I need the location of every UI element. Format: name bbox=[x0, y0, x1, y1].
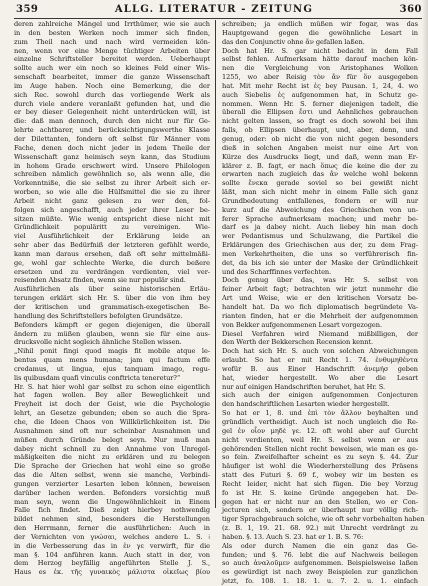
text-line: sollte ἕνεκα gerade soviel so bei gewißt nicht bbox=[222, 179, 418, 188]
text-line: das den Conjunctiv ohne ἄν gefallen laßen. bbox=[222, 37, 365, 46]
text-line: läßt, man sich nicht mehr in einem Falle sich ganz bbox=[222, 188, 418, 197]
text-line: worben, so wie alle die Hülfsmittel die sie zu ihrer bbox=[14, 188, 210, 197]
text-line: und des Scharffinnes verfechten. bbox=[222, 267, 332, 276]
text-line: haben. §. 13. Auch S. 23. hat er 1. B. S. 76: bbox=[222, 532, 364, 541]
text-line: reisenden Absatz finden, wenn sie nur populär sind. bbox=[14, 276, 186, 285]
text-line: Vorkenntniße, die sie selbst zu ihrer Arbeit sich er- bbox=[14, 179, 210, 188]
text-line: sich Rec. sowohl durch das vorliegende Werk als bbox=[14, 90, 210, 99]
text-line: Befonders kämpft er gegen diejenigen, die überall bbox=[14, 320, 210, 329]
text-line: handlung des Schriftstellers befolgten Grundsätze. bbox=[14, 311, 183, 320]
text-line: müßen durch Gründe belegt seyn. Nur muß man bbox=[14, 435, 210, 444]
text-line: Kürze des Ausdrucks liegt, und daß, wenn man Er- bbox=[222, 152, 418, 161]
text-line: senschaft bearbeitet, immer die ganze Wissenschaft bbox=[14, 73, 210, 82]
text-line: mäßigkeiten die nicht zu erklären und zu belegen bbox=[14, 453, 210, 462]
text-line: ge, wohl gar schlechte Werke, die durch beßere bbox=[14, 258, 210, 267]
text-line: gegen hat er nicht nur an den Stellen, wo er Con- bbox=[222, 497, 418, 506]
text-line: sich auch der einigen aufgenommen Conjecturen bbox=[222, 391, 418, 400]
text-line: nicht gelten lassen, so fragt es doch sowohl bei ihm bbox=[222, 117, 418, 126]
text-line: falls, ob Ellipsen überhaupt, und, aber, denn, und bbox=[222, 126, 418, 135]
text-line: der Dilettanten, fondern oft selbst für Männer vom bbox=[14, 134, 210, 143]
text-line: lis quibusdam quafi vinculis conftricta teneretur?“ bbox=[14, 373, 181, 382]
text-line: feiner Arbeit fagt; betrachten wir jetzt nunmehr die bbox=[222, 285, 418, 294]
text-line: hat fagen wollen. Bey aller Beweglichkeit und bbox=[14, 391, 210, 400]
text-line: jecturen sich, sondern er überhaupt nur völlig rich- bbox=[222, 506, 418, 515]
text-line: che, die Ideen Chaos von Willkürlichkeiten ist. Die bbox=[14, 417, 210, 426]
text-line: det, da bis ich sie unter der Maske der Gründlichkeit bbox=[222, 258, 418, 267]
text-line: Recht leider, nicht hat sich fügen. Die bey Vorzug bbox=[222, 479, 418, 488]
text-line: lehrt, an Gesetze gebunden; eben so auch die Spra- bbox=[14, 409, 210, 418]
text-line: überall die Ellipsen ἔστι und Aehnliches gebrauchen bbox=[222, 108, 418, 117]
text-line: zum Theil nach und nach wird vermeiden kön- bbox=[14, 37, 210, 46]
text-line: Art und Weise, wie er den kritischen Vorsatz be- bbox=[222, 294, 418, 303]
text-line: selbst fehlen. Aufmerksam hätte darauf machen kön- bbox=[222, 55, 418, 64]
text-line: erlaubt. So hat er mit Recht 1. 74. ἐνθυμηθέντα bbox=[222, 356, 418, 365]
text-line: Die Sprache der Griechen hat wohl eine so große bbox=[14, 462, 210, 471]
text-line: den handschriftlichen Lesarten wieder hergestellt. bbox=[222, 400, 390, 409]
text-line: gründlich vertheidigt. Auch ist noch ungleich die Re- bbox=[222, 417, 418, 426]
text-line: hat. Mit mehr Recht ist ἐς bey Pausan. 1, 24, 4. wo bbox=[222, 81, 418, 90]
left-column bbox=[14, 20, 210, 577]
text-line: einzelne Schriftsteller bereitet werden. Ueberhaupt bbox=[14, 55, 210, 64]
text-line: viel Ausführlichkeit der Erklärung leide an bbox=[14, 232, 210, 241]
text-line: gehörenden Stellen nicht recht beweisen, wie man es ge- bbox=[222, 444, 418, 453]
text-line: gungen verzierter Lesarten leben können, beweisen bbox=[14, 479, 210, 488]
text-line: Hr. S. hat hier wohl gar selbst zu schon eine eigentlich bbox=[14, 382, 210, 391]
text-line: ändern zu müßen glauben, wenn sie für eine aus- bbox=[14, 329, 210, 338]
text-line: darüber lachen werden. Befonders vorsichtig muß bbox=[14, 488, 210, 497]
text-line: durch viele andere veranlaßt gefunden hat, und die bbox=[14, 99, 210, 108]
text-line: in hohem Grade erschwert wird. Unsere Philologen bbox=[14, 161, 210, 170]
text-line: credamus, ut lingua, ejus tanquam imago, regu- bbox=[14, 364, 210, 373]
text-line: Haus es ἐκ. τῆς γυναικὸς μάλιστα οἰκεῖως βίου bbox=[14, 568, 210, 577]
page-number-left: 359 bbox=[16, 4, 39, 15]
text-line: nicht verdienten, weil Hr. S. selbst wenn er aus bbox=[222, 435, 418, 444]
text-line: So hat er 1, 8. und ἐπὶ τὸν ἄλλον beyhalten und bbox=[222, 409, 418, 418]
text-line: fo ist Hr. S. keine Gründe angegeben hat. De- bbox=[222, 488, 418, 497]
text-line: lehrte achtbarer, und berücksichtigungswerthe Klasse bbox=[14, 126, 210, 135]
text-line: so auch ἀναλοῦμεν aufgenommen. Beispielsweise laßen bbox=[222, 559, 418, 568]
text-line: man §. 104 anführen kann. Auch statt in der, von bbox=[14, 550, 210, 559]
text-line: den Werth der Bekkerschen Recension kennt. bbox=[222, 338, 374, 347]
text-line: so fein. Zweifelhafter scheint es zu seyn §. 44. Zur bbox=[222, 453, 418, 462]
text-line: Diesel Verfahren wird Niemand mißbilligen, der bbox=[222, 329, 418, 338]
text-line: den Herrmann, ferner die ausführlichen: Auch in bbox=[14, 524, 210, 533]
text-line: Ausführlichen als über seine historischen Erläu- bbox=[14, 285, 210, 294]
text-line: ferer Sprache aufmerksam machen; und mehr be- bbox=[222, 214, 418, 223]
text-line: Gründlichkeit populäritt zu vereinigen. Wie- bbox=[14, 223, 210, 232]
header-rule bbox=[14, 18, 422, 19]
page-fold-shadow bbox=[422, 0, 428, 515]
text-line: von Bekker aufgenommenen Lesart vorgezogen. bbox=[222, 320, 383, 329]
text-line: der Vernichten von γνώσαι, welches andere L. S. ⁞ bbox=[14, 532, 210, 541]
text-line: man seyn, wenn die Ungewöhnlichkeit in Einem bbox=[14, 497, 210, 506]
text-line: dem Herzog beyfällig angeführten Stelle J. S., bbox=[14, 559, 210, 568]
text-line: jetzt, fo. 108. 1. 18. 1. u. 7. 2. u. 1. einfach bbox=[222, 577, 418, 586]
text-line: klärer z. B. fagt, er nach ὅπως die keine die der zu bbox=[222, 161, 418, 170]
text-line: dabey nicht schnell zu den Annahme von Unregel- bbox=[14, 444, 210, 453]
text-line: es gewürdigt ist nach zwey Beispielen zur ganzlichen bbox=[222, 568, 418, 577]
text-line: kann man daraus ersehen, daß oft sehr mittelmäßi- bbox=[14, 249, 210, 258]
text-line: nen, wenn vor eine Menge tüchtiger Arbeiten über bbox=[14, 46, 210, 55]
text-line: statt des Futuri §. 69 f., wobey wir im besten es bbox=[222, 471, 418, 480]
text-line: terungen erklärt sich Hr. S. über die von ihm bey bbox=[14, 294, 210, 303]
text-line: Doch hat Hr. S. gar nicht bedacht in dem Fall bbox=[222, 46, 418, 55]
text-line: drucksvolle nicht sogleich ähnliche Stellen wissen. bbox=[14, 338, 182, 347]
text-line: wofür B. aus Einer Handschrift ἀνεμήσ geben bbox=[222, 364, 418, 373]
text-line: sitzen müßte. Wie wenig entspricht diese nicht mit bbox=[14, 214, 210, 223]
text-line: Freyheit ist doch der Geist, wie die Psychologie bbox=[14, 400, 210, 409]
text-line: men Verkehrtheiten, die uns so verführerisch fin- bbox=[222, 249, 418, 258]
text-line: „Nihil ponit fingi quod magis fit mobile atque le- bbox=[14, 347, 210, 356]
text-line: in den besten Werken noch immer sich finden, bbox=[14, 28, 210, 37]
text-line: in die Verbesserung das in ἐν γε verwirft, für die bbox=[14, 541, 210, 550]
text-line: Grundbedeutung entfallenes, fondern er will nur bbox=[222, 196, 418, 205]
text-line: Erklärungen des Griechischen aus der, zu dem Frag- bbox=[222, 241, 418, 250]
text-line: wer Pedantismus und Schulzwang, die Partikel die bbox=[222, 232, 418, 241]
text-line: sollte auch wer ein noch so kleines Feld einer Wis- bbox=[14, 64, 210, 73]
text-line: folgen sich angeschafft, auch jeder ihrer Leser be- bbox=[14, 205, 210, 214]
text-line: ersetzen und zu verdrängen verdienten, viel ver- bbox=[14, 267, 210, 276]
page-number-right: 360 bbox=[399, 4, 422, 15]
journal-title: ALLG. LITERATUR - ZEITUNG bbox=[114, 4, 314, 15]
text-line: häufiger ist wohl die Wiederherstellung des Präsens bbox=[222, 462, 418, 471]
text-line: schreiben nämlich gewöhnlich so, als wenn alle, die bbox=[14, 170, 210, 179]
text-line: erwarten nach zugleich das ἄν welche wohl bekenn bbox=[222, 170, 418, 179]
text-line: das die Alten selbst, wenn sie manche, Verbindi- bbox=[14, 471, 210, 480]
right-column bbox=[222, 20, 425, 586]
text-line: handelt hat. Da wo fich diplomatisch begründete Va- bbox=[222, 303, 418, 311]
text-line: Fache, denen doch nicht jeder in jedem Theile der bbox=[14, 143, 210, 152]
text-line: Falle fich findet. Dieß zeigt hierbey nothwendig bbox=[14, 506, 210, 515]
text-line: tiger Sprachgebrauch solche, wie oft sehr vorbehalten haben bbox=[222, 515, 425, 524]
text-line: 1255, wo aber Reisig τὸν ἄν für ὅν ausgegeben bbox=[222, 73, 418, 82]
text-line: darf es ja dabey nicht. Auch liebey hin man doch bbox=[222, 223, 418, 232]
text-line: gel ἐν οἷον μηδὲ γε. 12. oft wohl aber auf Gurcht bbox=[222, 426, 418, 435]
text-line: bildet nehmen sind, besonders die Herstellungen bbox=[14, 515, 210, 524]
text-line: hat, wieder hergestellt. Wo aber die Lesart bbox=[222, 373, 418, 382]
text-line: der kritischen und grammatisch-exegetischen Be- bbox=[14, 303, 210, 311]
text-line: nen die Vergleichung von Aristophanes Wolken bbox=[222, 64, 418, 73]
text-line: nur auf einigen Handschriften beruhet, hat Hr. S. bbox=[222, 382, 386, 391]
column-divider bbox=[215, 20, 216, 508]
text-line: nommen. Wenn Hr. S. ferner diejenigen tadelt, die bbox=[222, 99, 418, 108]
text-line: Wissenschaft ganz heimisch seyn kann, das Studium bbox=[14, 152, 210, 161]
text-line: (z. B. 1, 19. 21. 68. 92.) mit Unrecht verdrängt zu bbox=[222, 524, 418, 533]
text-line: kurz auf die Abweichung des Griechischen von un- bbox=[222, 205, 418, 214]
text-line: dieß in solchen Angaben meist nur eine Art von bbox=[222, 143, 418, 152]
text-line: genug, oder: ob nicht die von nicht gegen besonders bbox=[222, 134, 418, 143]
text-line: sehr aber das Bedürfniß der letzteren gefühlt werde, bbox=[14, 241, 210, 250]
text-line: rianten finden, hat er die Mehrheit der aufgenommen bbox=[222, 311, 418, 320]
text-line: deren zahlreiche Mängel und Irrthümer, wie sie auch bbox=[14, 20, 210, 28]
text-line: schreiben; ja endlich müßen wir fogar, was das bbox=[222, 20, 418, 28]
text-line: Ausnahmen sind oft nur scheinbar Ausnahmen und bbox=[14, 426, 210, 435]
text-line: Als oder durch Namen die ein ganz das Ge- bbox=[222, 541, 418, 550]
text-line: er bey dieser Gelegenheit nicht unterdrücken will, ist bbox=[14, 108, 210, 117]
text-line: bentus quam mens humana; jam qui factum effe bbox=[14, 356, 210, 365]
text-line: Hauptgewand gegen die gewöhnliche Lesart in bbox=[222, 28, 418, 37]
text-line: Arbeit nicht ganz gelesen zu wer den, fol- bbox=[14, 196, 210, 205]
text-line: Doch hat sich Hr. S. auch von solchen Abweichungen bbox=[222, 347, 418, 356]
text-line: im Auge haben. Noch eine Bemerkung, die der bbox=[14, 81, 210, 90]
text-line: die: daß man dennoch, durch den nicht nur für Ge- bbox=[14, 117, 210, 126]
text-line: auch Siebelis ἐς aufgenommen hat, in Schutz ge- bbox=[222, 90, 418, 99]
text-line: Doch genug über das, was Hr. S. selbst von bbox=[222, 276, 418, 285]
text-line: funden; und §. 76. lebt die auf Nachweis beilegen bbox=[222, 550, 418, 559]
